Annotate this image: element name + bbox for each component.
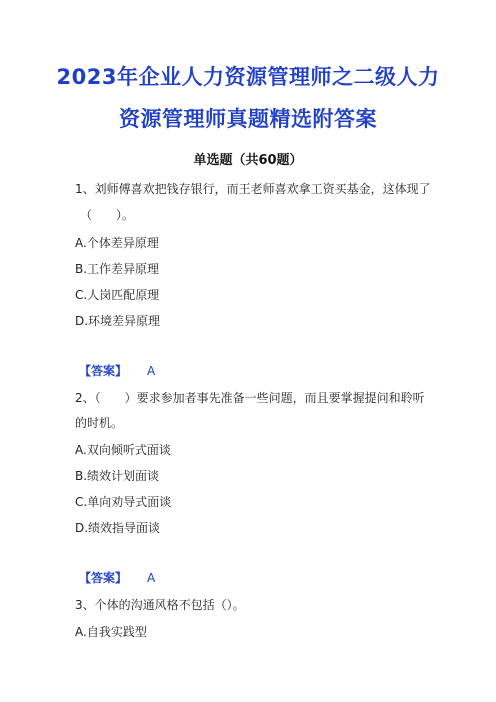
question-1-stem-line-1: 1、刘师傅喜欢把钱存银行，而王老师喜欢拿工资买基金，这体现了 [75,182,431,196]
question-1-stem-line-2: （ ）。 [80,208,135,222]
question-2-option-d: D.绩效指导面谈 [75,521,161,535]
answer-value: A [147,364,156,378]
question-2-option-c: C.单向劝导式面谈 [75,495,172,509]
question-2-stem-line-1: 2、（ ）要求参加者事先准备一些问题，而且要掌握提问和聆听 [75,391,425,405]
question-3-option-a: A.自我实践型 [75,625,147,639]
question-2-answer [79,570,155,586]
question-2-stem-line-2: 的时机。 [75,416,124,430]
document-title-line-2: 资源管理师真题精选附答案 [119,107,377,131]
question-2-option-b: B.绩效计划面谈 [75,469,160,483]
question-1-option-b: B.工作差异原理 [75,262,160,276]
answer-label: 【答案】 [79,571,128,585]
question-1-option-d: D.环境差异原理 [75,314,161,328]
question-3-stem-line-1: 3、个体的沟通风格不包括（）。 [75,598,245,612]
question-1-option-a: A.个体差异原理 [75,236,159,250]
question-2-option-a: A.双向倾听式面谈 [75,443,171,457]
document-title-line-1: 2023年企业人力资源管理师之二级人力 [56,65,440,89]
question-1-answer [79,363,155,379]
answer-value: A [147,571,156,585]
answer-label: 【答案】 [79,364,128,378]
question-1-option-c: C.人岗匹配原理 [75,288,160,302]
section-heading: 单选题（共60题） [193,153,303,168]
